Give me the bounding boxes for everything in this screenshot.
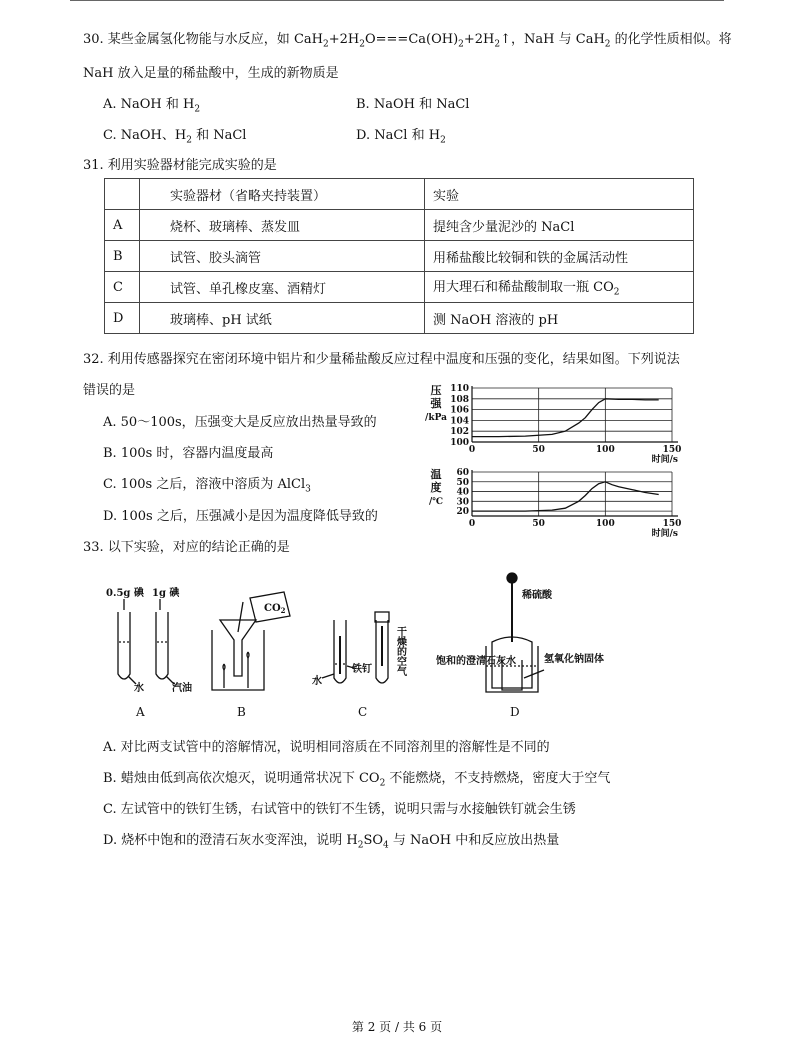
y-tick-label: 40 — [456, 487, 469, 498]
pointer-line — [322, 674, 334, 678]
q30-stem-line2: NaH 放入足量的稀盐酸中，生成的新物质是 — [83, 66, 339, 81]
test-tube-left — [118, 612, 130, 679]
y-tick-label: 108 — [450, 394, 469, 405]
figure-c-iron-nails — [312, 612, 408, 719]
table-cell: 烧杯、玻璃棒、蒸发皿 — [140, 210, 425, 241]
figure-a-label-water: 水 — [134, 683, 144, 694]
y-tick-label: 50 — [456, 477, 469, 488]
table-cell: 玻璃棒、pH 试纸 — [140, 303, 425, 334]
q33-option-c: C. 左试管中的铁钉生锈，右试管中的铁钉不生锈，说明只需与水接触铁钉就会生锈 — [103, 802, 576, 817]
figure-b-caption: B — [237, 705, 246, 719]
y-tick-label: 110 — [450, 384, 469, 394]
x-tick-label: 50 — [532, 445, 545, 455]
dropper-bulb — [507, 573, 517, 583]
y-tick-label: 60 — [456, 468, 469, 478]
temperature-chart — [429, 467, 681, 539]
flame-icon — [223, 652, 249, 670]
figure-c-label-nail: 铁钉 — [352, 664, 372, 675]
q30-option-a: A. NaOH 和 $H_2$ — [103, 97, 201, 115]
x-tick-label: 150 — [662, 519, 682, 529]
figure-d-label-naoh-solid: 氢氧化钠固体 — [544, 654, 604, 665]
top-rule — [70, 0, 724, 1]
q33-stem: 33. 以下实验，对应的结论正确的是 — [83, 540, 290, 555]
y-tick-label: 102 — [450, 427, 469, 438]
y-tick-label: 30 — [456, 497, 469, 508]
test-tube-right — [156, 612, 168, 679]
x-tick-label: 100 — [595, 519, 615, 529]
table-row — [105, 303, 694, 334]
q33-option-d: D. 烧杯中饱和的澄清石灰水变浑浊，说明 $H_2SO_4$ 与 NaOH 中和反应放出热量 — [103, 833, 560, 851]
q32-stem-line2: 错误的是 — [83, 383, 136, 398]
q30-option-c: C. NaOH、$H_2$ 和 NaCl — [103, 128, 247, 146]
figure-d-label-dilute-h2so4: 稀硫酸 — [522, 590, 552, 601]
table-cell: 提纯含少量泥沙的 NaCl — [425, 210, 694, 241]
beaker — [486, 646, 538, 692]
y-tick-label: 20 — [456, 507, 469, 518]
pointer-line — [524, 670, 544, 678]
table-cell: 用稀盐酸比较铜和铁的金属活动性 — [425, 241, 694, 272]
table-cell — [105, 179, 140, 210]
y-tick-label: 100 — [450, 438, 469, 448]
table-cell: D — [105, 303, 140, 334]
y-axis-label: 压强/kPa — [425, 384, 447, 423]
candle — [224, 658, 248, 688]
table-header-apparatus: 实验器材（省略夹持装置） — [140, 179, 425, 210]
figure-a-label-1g-iodine: 1g 碘 — [152, 588, 180, 599]
glass-rod — [238, 602, 243, 632]
y-tick-label: 106 — [450, 405, 469, 416]
figure-d-label-limewater: 饱和的澄清石灰水 — [436, 656, 516, 667]
figure-a-label-gasoline: 汽油 — [172, 683, 192, 694]
x-tick-label: 50 — [532, 519, 545, 529]
q32-option-a: A. 50～100s，压强变大是反应放出热量导致的 — [103, 415, 377, 430]
q33-figures — [100, 566, 700, 726]
table-cell: C — [105, 272, 140, 303]
table-row — [105, 210, 694, 241]
table-header-experiment: 实验 — [425, 179, 694, 210]
q31-table — [104, 178, 694, 334]
q32-stem-line1: 32. 利用传感器探究在密闭环境中铝片和少量稀盐酸反应过程中温度和压强的变化，结果如图。下列说法 — [83, 352, 680, 367]
table-row — [105, 241, 694, 272]
figure-c-label-dry-air: 干燥的空气 — [394, 626, 406, 676]
figure-c-label-water: 水 — [312, 676, 322, 687]
figure-d-caption: D — [510, 705, 520, 719]
table-cell: B — [105, 241, 140, 272]
figure-c-caption: C — [358, 705, 368, 719]
figure-a-label-05g-iodine: 0.5g 碘 — [106, 588, 144, 599]
x-tick-label: 0 — [468, 445, 476, 455]
beaker — [212, 630, 264, 690]
q31-stem: 31. 利用实验器材能完成实验的是 — [83, 158, 277, 173]
figure-a-caption: A — [136, 705, 145, 719]
q30-stem-line1: 30. 某些金属氢化物能与水反应，如 $CaH_2+2H_2O===Ca(OH)_2+2H_2↑$，NaH 与 CaH$_2$ 的化学性质相似。将 — [83, 32, 732, 50]
table-cell: 测 NaOH 溶液的 pH — [425, 303, 694, 334]
table-row — [105, 272, 694, 303]
q32-option-d: D. 100s 之后，压强减小是因为温度降低导致的 — [103, 509, 378, 524]
table-cell: 用大理石和稀盐酸制取一瓶 $CO_2$ — [425, 272, 694, 303]
figure-b-label-co2: $CO_2$ — [264, 603, 286, 615]
q32-sensor-charts — [420, 382, 690, 542]
x-tick-label: 100 — [595, 445, 615, 455]
x-tick-label: 0 — [468, 519, 476, 529]
figure-d-neutralization — [436, 573, 604, 719]
q32-option-c: C. 100s 之后，溶液中溶质为 AlCl$_3$ — [103, 477, 311, 495]
x-axis-label: 时间/s — [651, 455, 678, 465]
page-footer: 第 2 页 / 共 6 页 — [351, 1020, 443, 1034]
table-cell: 试管、单孔橡皮塞、酒精灯 — [140, 272, 425, 303]
rubber-stopper — [375, 612, 389, 622]
table-cell: A — [105, 210, 140, 241]
table-cell: 试管、胶头滴管 — [140, 241, 425, 272]
q32-option-b: B. 100s 时，容器内温度最高 — [103, 446, 274, 461]
q33-option-a: A. 对比两支试管中的溶解情况，说明相同溶质在不同溶剂里的溶解性是不同的 — [103, 740, 550, 755]
y-axis-label: 温度/℃ — [428, 468, 444, 507]
x-axis-label: 时间/s — [651, 529, 678, 539]
figure-b-candles — [212, 592, 290, 719]
q33-option-b: B. 蜡烛由低到高依次熄灭，说明通常状况下 $CO_2$ 不能燃烧，不支持燃烧，密度大于空气 — [103, 771, 611, 789]
q30-option-b: B. NaOH 和 NaCl — [356, 97, 470, 112]
x-tick-label: 150 — [662, 445, 682, 455]
series-line — [472, 482, 659, 511]
pressure-chart — [425, 383, 681, 465]
figure-a-test-tubes — [106, 586, 192, 719]
q30-option-d: D. NaCl 和 $H_2$ — [356, 128, 446, 146]
table-header-row — [105, 179, 694, 210]
y-tick-label: 104 — [450, 416, 469, 427]
